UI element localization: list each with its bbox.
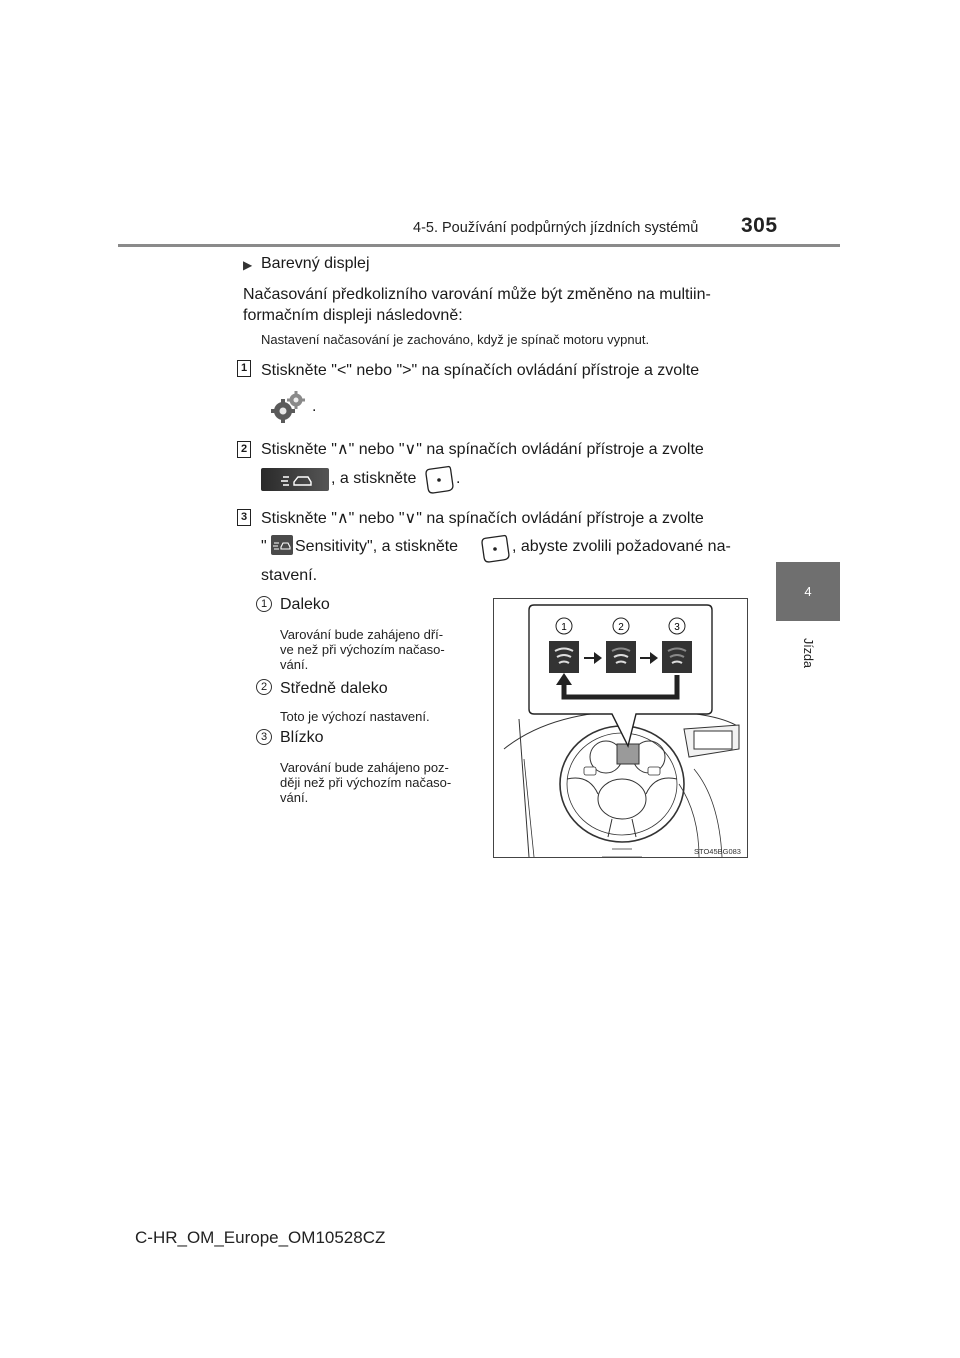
desc-line: Toto je výchozí nastavení.: [280, 709, 430, 724]
option-desc-near: [280, 760, 478, 805]
option-title-near: Blízko: [280, 729, 324, 746]
desc-line: vání.: [280, 790, 309, 805]
page-number: 305: [741, 214, 778, 237]
step-3-quote: ": [261, 538, 267, 555]
option-marker-3: 3: [256, 729, 272, 745]
chapter-label: [783, 633, 833, 673]
step-2-end: .: [456, 470, 461, 487]
note-text: Nastavení načasování je zachováno, když je spínač motoru vypnut.: [261, 332, 650, 347]
option-title-middle: Středně daleko: [280, 680, 388, 697]
triangle-bullet-icon: ▶: [243, 258, 253, 272]
step-2-text: Stiskněte "∧" nebo "∨" na spínačích ovládání přístroje a zvolte: [261, 441, 704, 458]
sensitivity-screen-near-icon: [662, 641, 692, 673]
pcs-sensitivity-icon: [271, 535, 293, 555]
desc-line: Varování bude zahájeno poz-: [280, 760, 449, 775]
step-number-3: 3: [237, 509, 251, 526]
desc-line: ve než při výchozím načaso-: [280, 642, 445, 657]
ok-button-icon-2: [480, 534, 510, 564]
step-1-end: .: [312, 398, 317, 415]
subheading: Barevný displej: [261, 255, 370, 272]
option-desc-far: [280, 627, 478, 672]
step-1-text: Stiskněte "<" nebo ">" na spínačích ovládání přístroje a zvolte: [261, 362, 700, 379]
ok-button-icon: [424, 465, 454, 495]
illustration-frame: [493, 598, 748, 858]
desc-line: vání.: [280, 657, 309, 672]
step-3-text: Stiskněte "∧" nebo "∨" na spínačích ovládání přístroje a zvolte: [261, 510, 704, 527]
chapter-name: Jízda: [800, 638, 815, 668]
step-3-end: stavení.: [261, 567, 318, 584]
desc-line: Varování bude zahájeno dří-: [280, 627, 444, 642]
sensitivity-screen-middle-icon: [606, 641, 636, 673]
intro-line-1: Načasování předkolizního varování může být změněno na multiin-: [243, 286, 711, 303]
option-marker-2: 2: [256, 679, 272, 695]
figure-marker-3: 3: [674, 622, 680, 633]
steering-wheel-illustration: [494, 599, 747, 857]
step-3-sensitivity: Sensitivity", a stiskněte: [295, 538, 459, 555]
pcs-menu-button-icon: [261, 468, 329, 491]
step-2-and-press: , a stiskněte: [331, 470, 417, 487]
document-id: C-HR_OM_Europe_OM10528CZ: [135, 1228, 386, 1247]
figure-marker-1: 1: [561, 622, 567, 633]
step-number-2: 2: [237, 441, 251, 458]
option-title-far: Daleko: [280, 596, 330, 613]
settings-gear-icon: [270, 390, 306, 424]
chapter-number: 4: [804, 584, 812, 599]
intro-line-2: formačním displeji následovně:: [243, 307, 463, 324]
figure-marker-2: 2: [618, 622, 624, 633]
section-title: 4-5. Používání podpůrných jízdních systémů: [413, 220, 699, 236]
option-marker-1: 1: [256, 596, 272, 612]
option-desc-middle: [280, 709, 478, 724]
figure-code: STO45BG083: [694, 847, 741, 856]
chapter-tab[interactable]: [776, 562, 840, 621]
sensitivity-screen-far-icon: [549, 641, 579, 673]
header-divider: [118, 244, 840, 247]
step-number-1: 1: [237, 360, 251, 377]
step-3-purpose: , abyste zvolili požadované na-: [512, 538, 731, 555]
desc-line: ději než při výchozím načaso-: [280, 775, 452, 790]
